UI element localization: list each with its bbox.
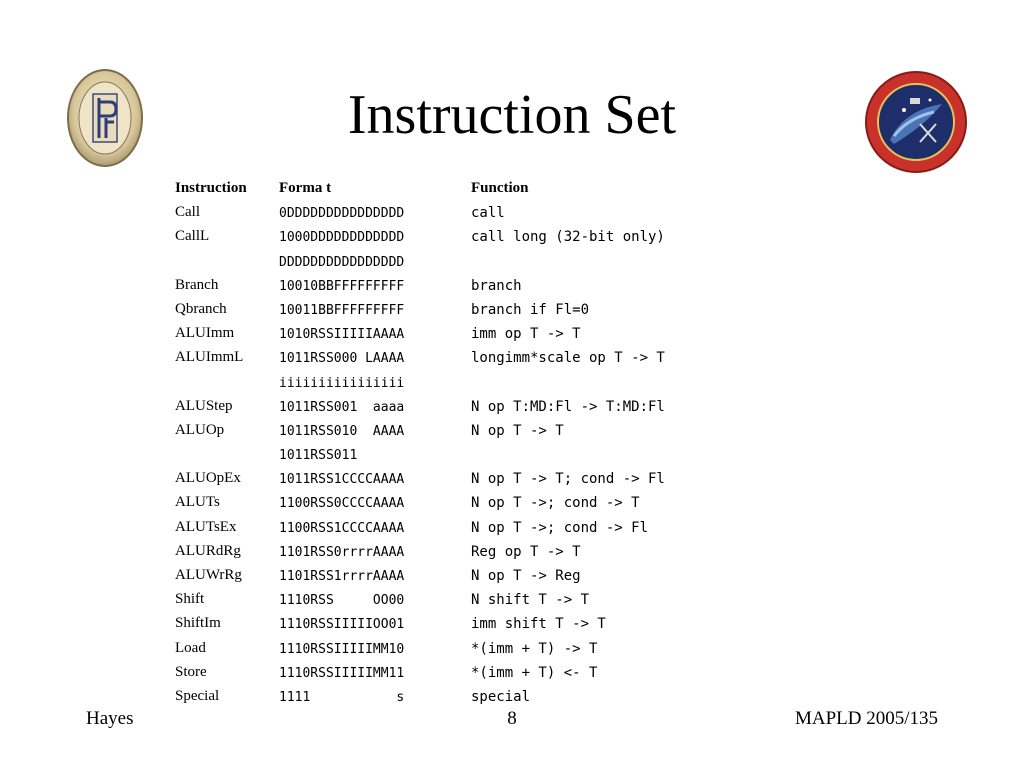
instruction-cell: ALUWrRg: [175, 567, 242, 583]
table-row: [175, 608, 665, 632]
instruction-cell: Shift: [175, 591, 205, 608]
format-cell: 10011BBFFFFFFFFF: [279, 302, 405, 318]
function-cell: [471, 366, 665, 390]
function-cell: *(imm + T) -> T: [471, 640, 598, 657]
instruction-cell: ALUImm: [175, 325, 235, 342]
format-cell: 1011RSS1CCCCAAAA: [279, 472, 405, 488]
table-row: [175, 632, 665, 656]
function-cell: imm shift T -> T: [471, 616, 606, 633]
instruction-table: [175, 175, 665, 705]
table-row: [175, 197, 665, 221]
function-cell: imm op T -> T: [471, 326, 581, 343]
instruction-cell: CallL: [175, 228, 210, 245]
function-cell: [471, 245, 665, 269]
function-cell: N shift T -> T: [471, 592, 590, 609]
instruction-cell: ALURdRg: [175, 542, 241, 559]
table-row: [175, 221, 665, 245]
footer-conference: MAPLD 2005/135: [794, 708, 938, 729]
table-row: [175, 391, 665, 415]
format-cell: 1000DDDDDDDDDDDD: [279, 230, 405, 246]
format-cell: 1010RSSIIIIIAAAA: [279, 327, 405, 343]
table-row: [175, 439, 665, 463]
format-cell: 1011RSS000 LAAAA: [279, 351, 405, 367]
function-cell: N op T -> Reg: [471, 568, 581, 584]
footer-page-number: 8: [507, 708, 517, 729]
function-cell: special: [471, 688, 531, 705]
instruction-cell: [175, 366, 279, 390]
function-cell: longimm*scale op T -> T: [471, 350, 665, 367]
format-cell: 0DDDDDDDDDDDDDDD: [279, 206, 405, 222]
table-row: [175, 294, 665, 318]
function-cell: call long (32-bit only): [471, 229, 665, 246]
table-row: [175, 318, 665, 342]
table-row: [175, 584, 665, 608]
format-cell: 1101RSS1rrrrAAAA: [279, 569, 405, 584]
instruction-cell: ALUTs: [175, 494, 220, 511]
table-row: [175, 366, 665, 390]
function-cell: [471, 439, 665, 463]
function-cell: call: [471, 205, 505, 222]
instruction-cell: ALUOp: [175, 421, 225, 438]
instruction-cell: Call: [175, 204, 200, 221]
function-cell: branch: [471, 277, 522, 294]
format-cell: iiiiiiiiiiiiiiii: [279, 375, 405, 391]
function-cell: N op T ->; cond -> T: [471, 495, 640, 512]
table-row: [175, 536, 665, 560]
format-cell: DDDDDDDDDDDDDDDD: [279, 254, 405, 270]
instruction-cell: Store: [175, 663, 207, 680]
format-cell: 1011RSS011: [279, 448, 358, 464]
instruction-cell: ALUStep: [175, 397, 233, 414]
instruction-cell: Branch: [175, 276, 219, 293]
function-cell: *(imm + T) <- T: [471, 664, 598, 681]
slide-title: Instruction Set: [347, 84, 677, 146]
format-cell: 1011RSS010 AAAA: [279, 423, 405, 439]
instruction-cell: ShiftIm: [175, 615, 221, 632]
format-cell: 1100RSS1CCCCAAAA: [279, 520, 405, 536]
table-row: [175, 560, 665, 584]
function-cell: N op T ->; cond -> Fl: [471, 519, 649, 536]
format-cell: 1110RSS OO00: [279, 593, 405, 609]
instruction-cell: Special: [175, 687, 220, 704]
table-header-row: [175, 175, 665, 197]
format-cell: 1011RSS001 aaaa: [279, 399, 405, 415]
format-cell: 1100RSS0CCCCAAAA: [279, 496, 405, 512]
format-cell: 1101RSS0rrrrAAAA: [279, 544, 405, 560]
function-cell: branch if Fl=0: [471, 301, 590, 318]
table-row: [175, 463, 665, 487]
format-cell: 1110RSSIIIIIMM11: [279, 665, 405, 681]
instruction-cell: ALUTsEx: [175, 518, 237, 535]
function-cell: Reg op T -> T: [471, 543, 581, 560]
table-row: [175, 657, 665, 681]
instruction-cell: [175, 439, 279, 463]
header-format: Forma t: [279, 180, 332, 196]
table-row: [175, 245, 665, 269]
table-row: [175, 511, 665, 535]
format-cell: 1110RSSIIIIIMM10: [279, 641, 405, 657]
header-instruction: Instruction: [175, 180, 247, 196]
instruction-cell: ALUOpEx: [175, 470, 241, 487]
function-cell: N op T -> T; cond -> Fl: [471, 471, 665, 488]
instruction-cell: [175, 245, 279, 269]
footer-author: Hayes: [86, 708, 134, 729]
instruction-cell: ALUImmL: [175, 349, 244, 366]
table-row: [175, 415, 665, 439]
format-cell: 10010BBFFFFFFFFF: [279, 278, 405, 294]
instruction-cell: Load: [175, 639, 206, 656]
table-row: [175, 270, 665, 294]
table-row: [175, 342, 665, 366]
function-cell: N op T:MD:Fl -> T:MD:Fl: [471, 398, 665, 415]
function-cell: N op T -> T: [471, 422, 564, 439]
header-function: Function: [471, 180, 529, 196]
table-row: [175, 487, 665, 511]
format-cell: 1111 s: [279, 689, 405, 705]
instruction-cell: Qbranch: [175, 300, 227, 317]
format-cell: 1110RSSIIIIIOO01: [279, 617, 405, 633]
table-row: [175, 681, 665, 705]
